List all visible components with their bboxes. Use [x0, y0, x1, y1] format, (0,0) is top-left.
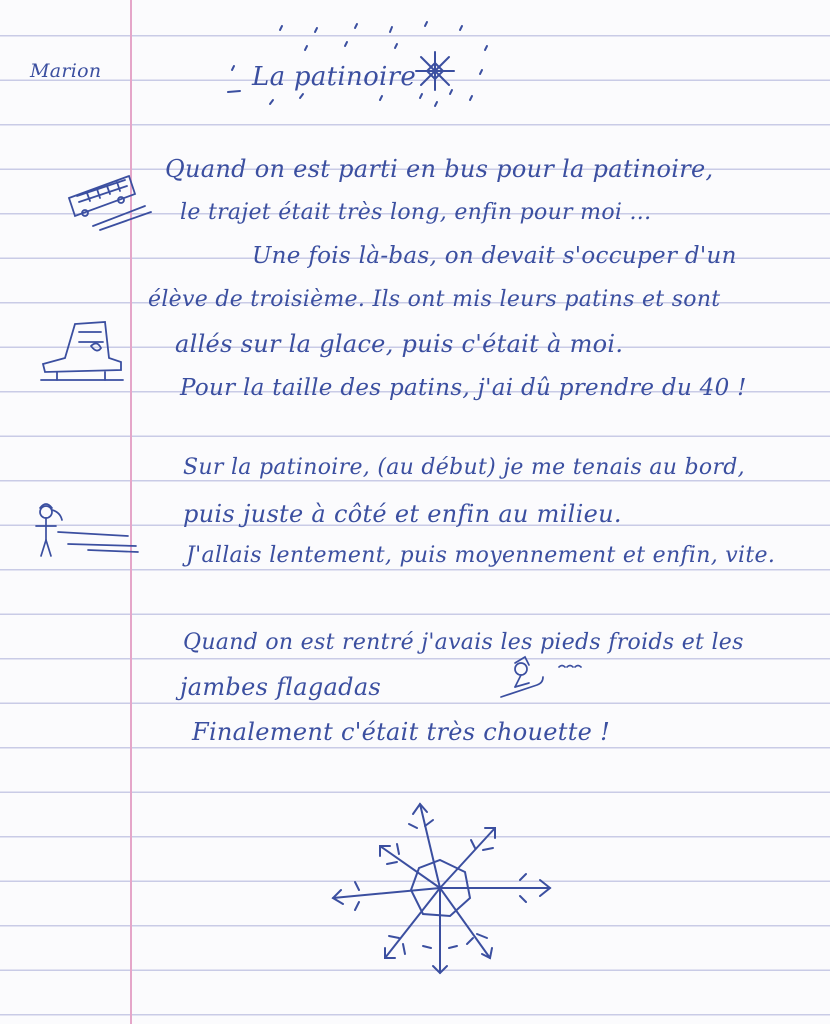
text-line: puis juste à côté et enfin au milieu. [183, 500, 622, 528]
text-line: le trajet était très long, enfin pour moi ... [180, 200, 652, 225]
text-line: Pour la taille des patins, j'ai dû prendre du 40 ! [180, 375, 747, 401]
text-line: Une fois là-bas, on devait s'occuper d'un [252, 243, 737, 269]
snowflake-drawing [325, 798, 555, 978]
text-line: Sur la patinoire, (au début) je me tenais au bord, [183, 455, 745, 480]
author-name: Marion [30, 60, 102, 82]
title-snowflake [412, 48, 458, 94]
skater-girl-drawing [28, 500, 143, 575]
bus-drawing [65, 168, 155, 233]
text-line: allés sur la glace, puis c'était à moi. [175, 330, 624, 358]
page-title: La patinoire [252, 62, 417, 92]
sledding-kid-drawing [495, 655, 585, 705]
text-line: Quand on est rentré j'avais les pieds froids et les [183, 630, 744, 655]
text-line: Finalement c'était très chouette ! [192, 718, 611, 746]
text-line: élève de troisième. Ils ont mis leurs patins et sont [148, 287, 721, 312]
text-line: jambes flagadas [180, 673, 382, 701]
skate-drawing [35, 318, 130, 388]
text-line: Quand on est parti en bus pour la patinoire, [165, 155, 714, 183]
text-line: J'allais lentement, puis moyennement et enfin, vite. [186, 543, 776, 568]
